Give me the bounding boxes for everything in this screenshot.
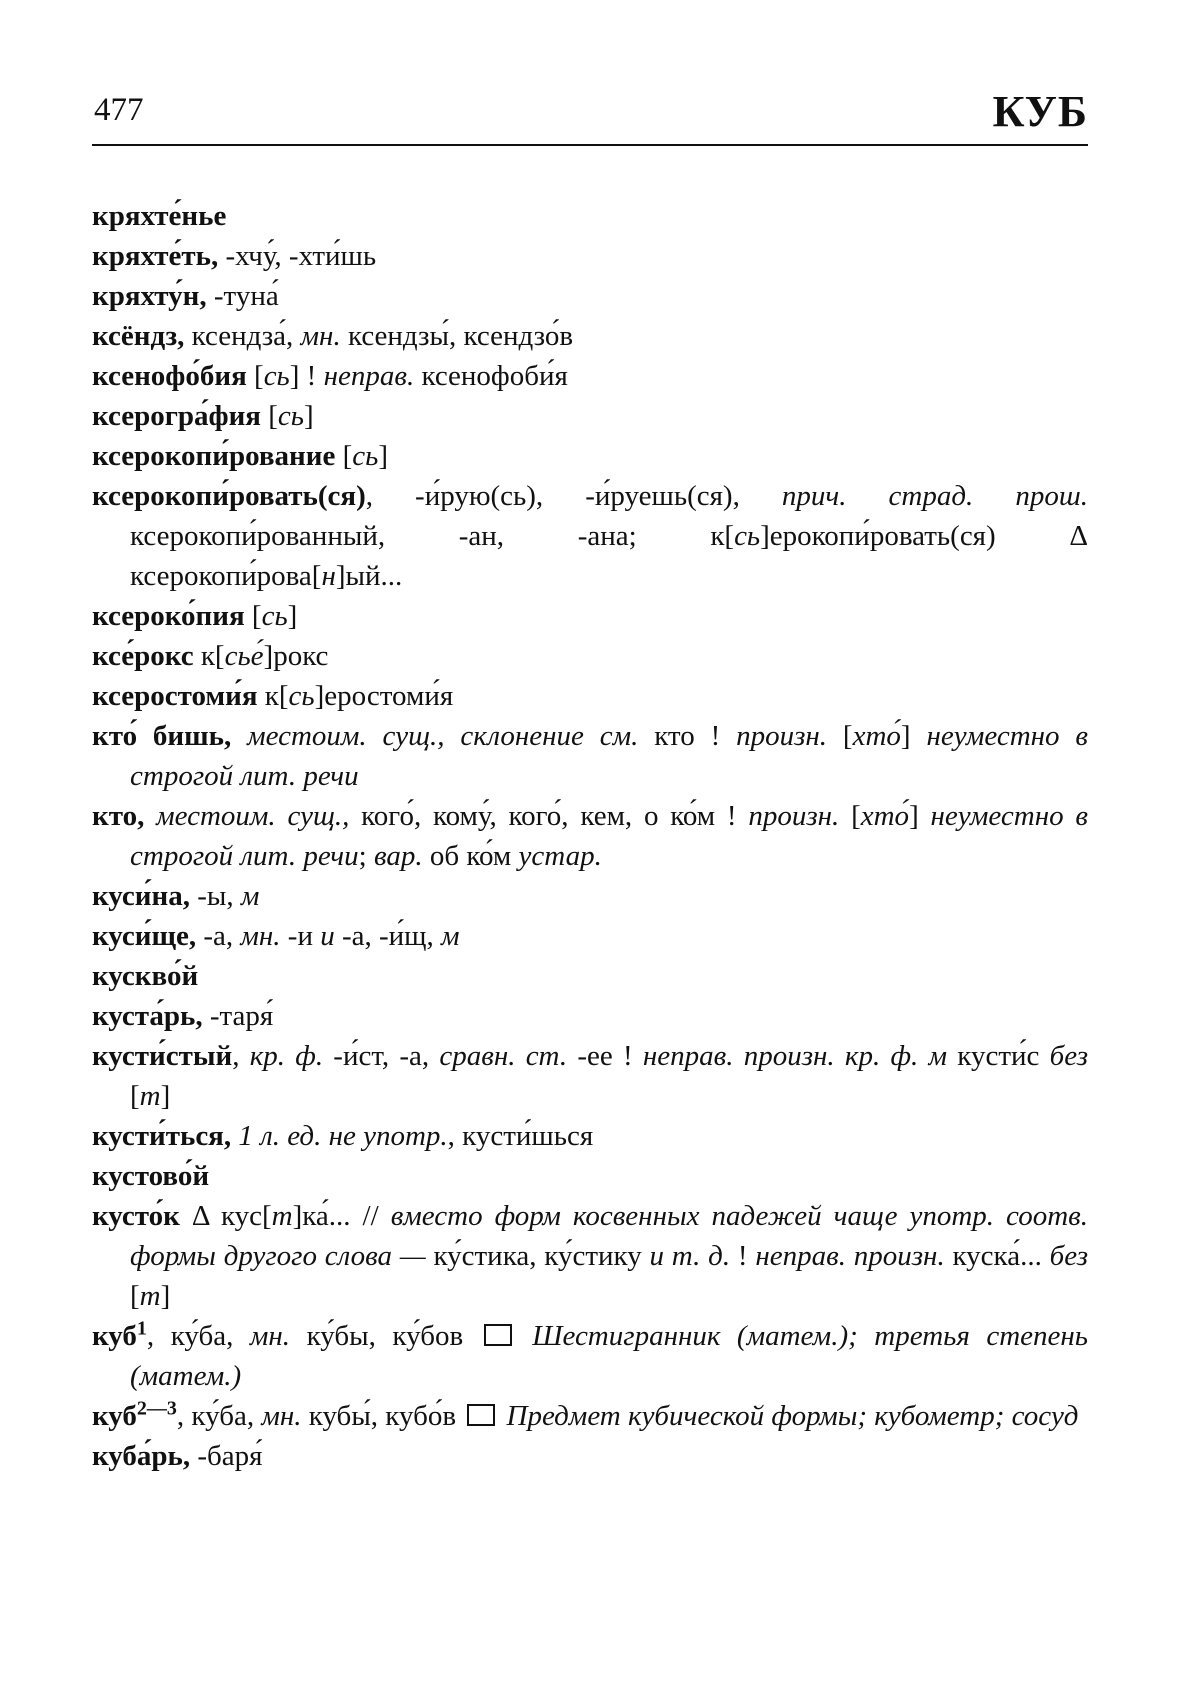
entry-text: -ы, [189, 880, 241, 912]
entry-text: кусти́с [947, 1040, 1050, 1072]
entry-text: [ [130, 1280, 140, 1312]
entry-text: ] [378, 440, 388, 472]
headword: кускво́й [92, 960, 199, 992]
dictionary-entry [92, 1036, 1088, 1116]
dictionary-entry [92, 436, 1088, 476]
headword: ксеростоми́я [92, 680, 258, 712]
grammar-note: неправ. произн. [755, 1240, 945, 1272]
grammar-note: произн. [736, 720, 828, 752]
grammar-note: неправ. [323, 360, 415, 392]
page-header [92, 84, 1088, 146]
entry-text: кубы́, кубо́в [301, 1400, 464, 1432]
entry-text: , ку́ба, [146, 1320, 250, 1352]
dictionary-entry [92, 956, 1088, 996]
entry-text: ]ерокопи́ровать(ся) Δ ксерокопи́рова[ [130, 520, 1088, 592]
dictionary-entry [92, 1196, 1088, 1316]
headword: ксерокопи́рование [92, 440, 336, 472]
grammar-note: мн. [249, 1320, 291, 1352]
entry-text: -а, [196, 920, 241, 952]
entry-text: ]ка́... // [292, 1200, 391, 1232]
dictionary-entry [92, 1436, 1088, 1476]
headword: кряхте́нье [92, 200, 227, 232]
grammar-note: произн. [748, 800, 840, 832]
entry-text [231, 720, 247, 752]
grammar-note: сь [263, 360, 290, 392]
grammar-note: неуместно в строгой лит. речи [130, 720, 1089, 792]
homonym-index: 1 [136, 1317, 147, 1340]
headword: куси́на, [92, 880, 190, 912]
grammar-note: м [240, 880, 260, 912]
grammar-note: вместо форм косвенных падежей чаще употр. соотв. формы другого слова — [130, 1200, 1088, 1272]
definition-marker-icon [467, 1404, 495, 1426]
entry-text: ]рокс [263, 640, 329, 672]
grammar-note: н [321, 560, 336, 592]
entry-text: [ [335, 440, 353, 472]
entry-text: [ [130, 1080, 140, 1112]
dictionary-entry [92, 676, 1088, 716]
entry-text: [ [246, 360, 264, 392]
headword: кусти́ться, [92, 1120, 232, 1152]
grammar-note: без [1049, 1040, 1089, 1072]
dictionary-entry [92, 1116, 1088, 1156]
headword: кустово́й [92, 1160, 210, 1192]
headword: ксе́рокс [92, 640, 194, 672]
grammar-note: т [271, 1200, 293, 1232]
entry-text: Δ кус[ [179, 1200, 272, 1232]
grammar-note: кр. ф. [249, 1040, 324, 1072]
dictionary-entry [92, 236, 1088, 276]
grammar-note: и [320, 920, 335, 952]
entry-text: -хчу́, -хти́шь [218, 240, 377, 272]
entry-text: , -и́рую(сь), -и́руешь(ся), [365, 480, 782, 512]
headword: кряхту́н, [92, 280, 207, 312]
grammar-note: мн. [240, 920, 281, 952]
grammar-note: мн. [300, 320, 341, 352]
definition-marker-icon [484, 1324, 512, 1346]
grammar-note: сье́ [224, 640, 264, 672]
headword: кто, [92, 800, 145, 832]
dictionary-entry [92, 916, 1088, 956]
grammar-note: сь [261, 600, 288, 632]
dictionary-entry [92, 396, 1088, 436]
dictionary-entry [92, 356, 1088, 396]
grammar-note: хто́ [860, 800, 910, 832]
dictionary-entry [92, 716, 1088, 796]
dictionary-entry [92, 1396, 1088, 1436]
entry-text: ] [909, 800, 931, 832]
entry-text: -и́ст, -а, [323, 1040, 440, 1072]
grammar-note: без [1049, 1240, 1089, 1272]
headword: ксероко́пия [92, 600, 245, 632]
grammar-note: т [139, 1080, 161, 1112]
grammar-note: прич. страд. прош. [781, 480, 1088, 512]
grammar-note: местоим. сущ., [156, 800, 350, 832]
grammar-note: неправ. произн. кр. ф. м [642, 1040, 948, 1072]
dictionary-entry [92, 876, 1088, 916]
headword: куба́рь, [92, 1440, 191, 1472]
headword: ксерогра́фия [92, 400, 261, 432]
running-head: КУБ [992, 87, 1088, 136]
entry-text: -а, -и́щ, [334, 920, 442, 952]
dictionary-entry [92, 1316, 1088, 1396]
entry-text: ! [730, 1240, 756, 1272]
entry-text: ксерокопи́рованный, -ан, -ана; к[ [130, 520, 735, 552]
grammar-note: хто́ [852, 720, 901, 752]
entry-text: ] [303, 400, 314, 432]
grammar-note: сравн. ст. [439, 1040, 568, 1072]
headword: ксёндз, [92, 320, 185, 352]
grammar-note: мн. [261, 1400, 302, 1432]
grammar-note: устар. [518, 840, 602, 872]
headword: ксерокопи́ровать(ся) [92, 480, 366, 512]
headword: куб [92, 1320, 137, 1352]
entry-text: ] [160, 1080, 171, 1112]
headword: кто́ бишь, [92, 720, 232, 752]
entry-text: ксенофоби́я [414, 360, 568, 392]
entry-text [516, 1320, 533, 1352]
grammar-note: сь [352, 440, 379, 472]
entry-text: ]ый... [335, 560, 403, 592]
dictionary-entry [92, 636, 1088, 676]
grammar-note: сь [277, 400, 304, 432]
headword: куб [92, 1400, 137, 1432]
entry-text: [ [244, 600, 262, 632]
entry-text: , кусти́шься [447, 1120, 594, 1152]
homonym-index: 2—3 [136, 1397, 177, 1420]
dictionary-entry [92, 1156, 1088, 1196]
dictionary-entry [92, 196, 1088, 236]
headword: ксенофо́бия [92, 360, 247, 392]
entry-text: -ее ! [567, 1040, 643, 1072]
grammar-note: Шестигранник (матем.); третья степень (матем.) [130, 1320, 1089, 1392]
grammar-note: сь [288, 680, 315, 712]
entry-text: ] [900, 720, 927, 752]
entry-text: кого́, кому́, кого́, кем, о ко́м ! [349, 800, 749, 832]
headword: куси́ще, [92, 920, 197, 952]
entry-text: ] [160, 1280, 171, 1312]
entry-text: кто ! [638, 720, 737, 752]
dictionary-entry [92, 316, 1088, 356]
entry-text: ксендзы́, ксендзо́в [340, 320, 574, 352]
entry-text: куска́... [944, 1240, 1050, 1272]
entry-text: ку́бы, ку́бов [290, 1320, 480, 1352]
entry-text: -и [280, 920, 321, 952]
entry-text: ку́стика, ку́стику [425, 1240, 650, 1272]
entry-text: к[ [257, 680, 289, 712]
grammar-note: т [139, 1280, 161, 1312]
headword: куста́рь, [92, 1000, 203, 1032]
entry-text: ] [287, 600, 298, 632]
headword: кусти́стый [92, 1040, 233, 1072]
grammar-note: м [441, 920, 460, 952]
entry-text: к[ [193, 640, 225, 672]
entry-text: -туна́ [206, 280, 279, 312]
entry-text: -таря́ [202, 1000, 274, 1032]
grammar-note: и т. д. [649, 1240, 731, 1272]
grammar-note: Предмет кубической формы; кубометр; сосуд [506, 1400, 1079, 1432]
dictionary-entry [92, 596, 1088, 636]
headword: кусто́к [92, 1200, 180, 1232]
entry-text: , ку́ба, [176, 1400, 262, 1432]
entry-text: [ [839, 800, 861, 832]
entry-text: ксендза́, [184, 320, 301, 352]
page-number: 477 [94, 92, 144, 128]
grammar-note: 1 л. ед. не употр. [238, 1120, 448, 1152]
entry-text: , [232, 1040, 250, 1072]
grammar-note: вар. [373, 840, 423, 872]
dictionary-entry [92, 476, 1088, 596]
entry-text: ] ! [289, 360, 324, 392]
entry-list [92, 196, 1088, 1476]
dictionary-entry [92, 276, 1088, 316]
entry-text: ]еростоми́я [314, 680, 454, 712]
entry-text: [ [260, 400, 278, 432]
entry-text [144, 800, 156, 832]
headword: кряхте́ть, [92, 240, 219, 272]
dictionary-entry [92, 796, 1088, 876]
grammar-note: неуместно в строгой лит. речи [130, 800, 1088, 872]
grammar-note: сь [734, 520, 761, 552]
entry-text: об ко́м [422, 840, 519, 872]
entry-text [499, 1400, 506, 1432]
entry-text: -баря́ [190, 1440, 263, 1472]
dictionary-entry [92, 996, 1088, 1036]
grammar-note: местоим. сущ., склонение см. [247, 720, 639, 752]
entry-text: [ [827, 720, 853, 752]
entry-text: ; [358, 840, 374, 872]
